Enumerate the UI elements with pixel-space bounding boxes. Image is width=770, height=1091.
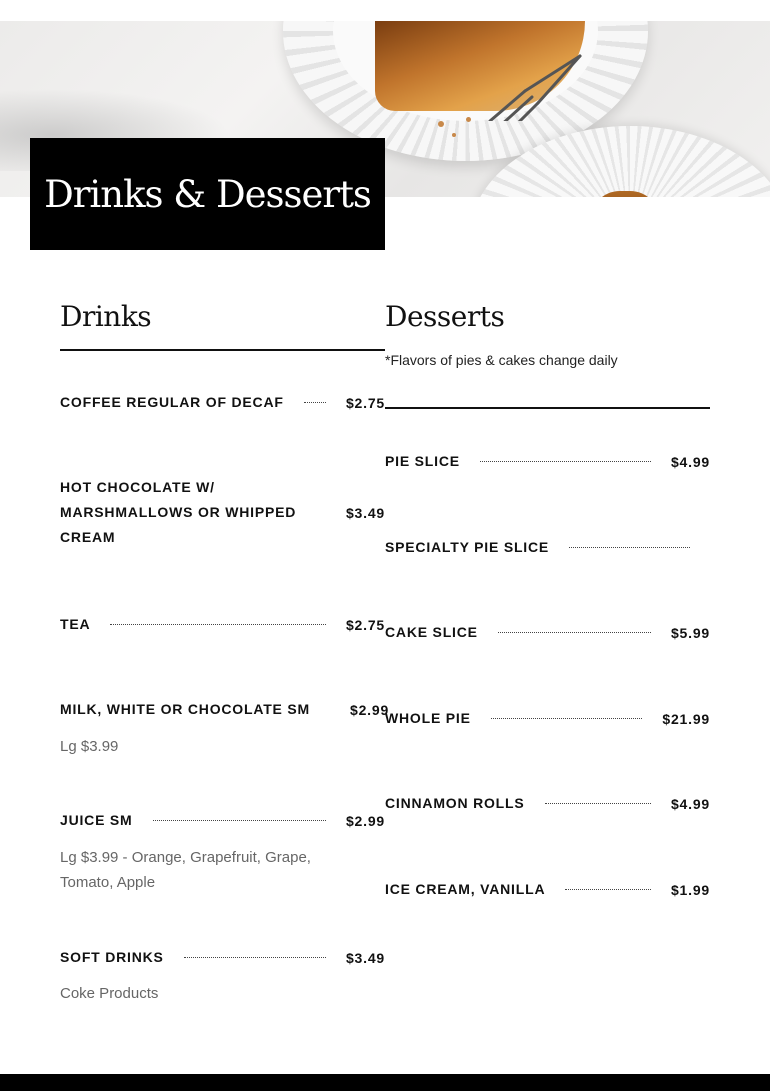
item-price: $5.99 [670, 624, 710, 641]
item-price: $3.49 [345, 949, 385, 966]
desserts-note: *Flavors of pies & cakes change daily [385, 352, 618, 368]
item-name: ICE CREAM, VANILLA [385, 881, 546, 897]
item-price: $2.75 [345, 616, 385, 633]
menu-item [60, 390, 385, 415]
item-note: Coke Products [60, 985, 159, 1002]
page-title: Drinks & Desserts [44, 172, 371, 216]
item-name: HOT CHOCOLATE W/ MARSHMALLOWS OR WHIPPED CREAM [60, 479, 297, 545]
item-price: $2.99 [350, 701, 390, 718]
menu-item [60, 945, 385, 970]
item-price: $4.99 [670, 795, 710, 812]
drinks-heading: Drinks [60, 300, 152, 333]
item-name: JUICE SM [60, 812, 133, 828]
fork-icon [480, 51, 590, 121]
title-banner [30, 138, 385, 250]
menu-item [60, 697, 390, 722]
item-name: COFFEE REGULAR OF DECAF [60, 394, 284, 410]
menu-item [385, 706, 710, 731]
menu-item [385, 620, 710, 645]
item-price: $2.75 [345, 394, 385, 411]
item-name: CINNAMON ROLLS [385, 795, 525, 811]
menu-item [385, 791, 710, 816]
item-name: SOFT DRINKS [60, 949, 164, 965]
item-name: PIE SLICE [385, 453, 460, 469]
item-name: TEA [60, 616, 91, 632]
item-name: SPECIALTY PIE SLICE [385, 539, 550, 555]
desserts-heading: Desserts [385, 300, 505, 333]
menu-item [385, 877, 710, 902]
dot-leader [565, 889, 651, 890]
menu-item [385, 449, 710, 474]
menu-item [60, 808, 385, 833]
dot-leader [491, 718, 643, 719]
dot-leader [153, 820, 326, 821]
dot-leader [304, 402, 326, 403]
drinks-divider [60, 349, 385, 351]
item-name: MILK, WHITE OR CHOCOLATE SM [60, 701, 310, 717]
menu-item [60, 612, 385, 637]
item-note: Lg $3.99 - Orange, Grapefruit, Grape, Tomato, Apple [60, 849, 311, 891]
menu-item [60, 475, 385, 550]
item-price: $1.99 [670, 881, 710, 898]
item-name: WHOLE PIE [385, 710, 471, 726]
dot-leader [110, 624, 326, 625]
item-note: Lg $3.99 [60, 738, 119, 755]
item-price: $2.99 [345, 812, 385, 829]
dot-leader [480, 461, 651, 462]
item-price: $21.99 [662, 710, 710, 727]
desserts-divider [385, 407, 710, 409]
item-price: $4.99 [670, 453, 710, 470]
menu-item [385, 535, 690, 560]
dot-leader [498, 632, 651, 633]
dot-leader [569, 547, 690, 548]
item-price: $3.49 [345, 504, 385, 521]
dot-leader [184, 957, 326, 958]
footer-bar [0, 1074, 770, 1091]
dot-leader [545, 803, 651, 804]
item-name: CAKE SLICE [385, 624, 478, 640]
